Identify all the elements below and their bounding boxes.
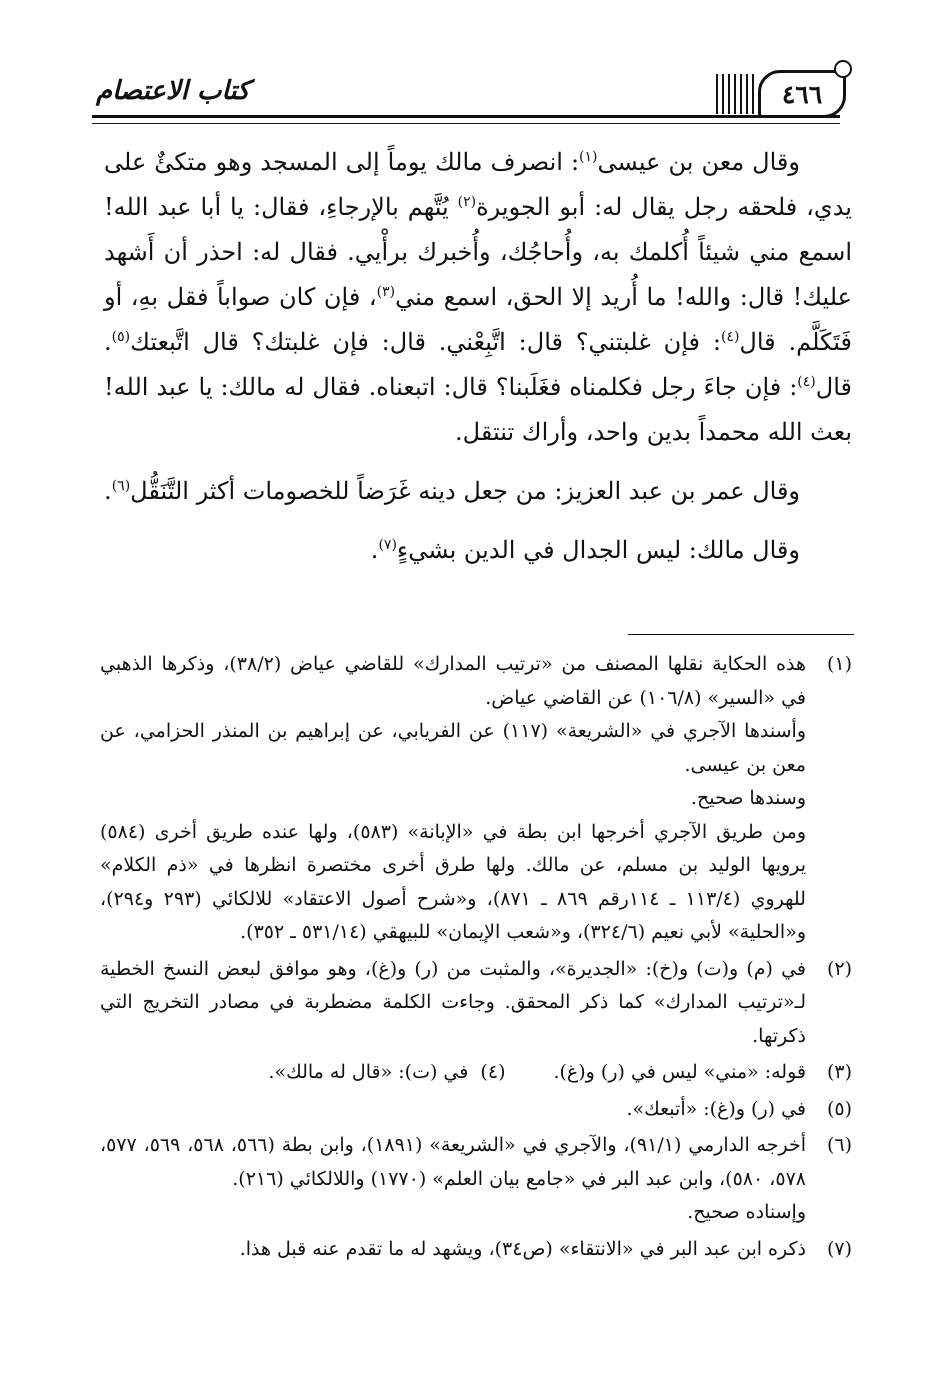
ornament-circle-icon: [834, 60, 852, 78]
paragraph-1-text-d: : فإن غلبتني؟ قال: اتَّبِعْني. قال: فإن غلبتك؟ قال اتَّبعتك: [130, 328, 721, 356]
footnote-ref: (٦): [111, 478, 131, 494]
header-rule-thin: [92, 123, 840, 124]
header-ornament-bars: [716, 74, 760, 114]
footnote-line: ومن طريق الآجري أخرجها ابن بطة في «الإبانة» (٥٨٣)، ولها عنده طريق أخرى (٥٨٤) يرويها الوليد بن مسلم، عن مالك. ولها طرق أخرى مختصرة انظرها في «ذم الكلام» للهروي (١١٣/٤ ـ ١١٤رقم ٨٦٩ ـ ٨٧١)، و«شرح أصول الاعتقاد» للالكائي (٢٩٣ و٢٩٤)، و«الحلية» لأبي نعيم (٣٢٤/٦)، و«شعب الإيمان» للبيهقي (٥٣١/١٤ ـ ٣٥٢).: [100, 820, 806, 943]
paragraph-3-text: وقال مالك: ليس الجدال في الدين بشيءٍ: [396, 536, 800, 564]
footnote-5: [100, 1093, 852, 1127]
footnote-1: [100, 648, 852, 950]
footnote-line: في (ت): «قال له مالك».: [268, 1061, 469, 1083]
footnote-line: أخرجه الدارمي (٩١/١)، والآجري في «الشريعة» (١٨٩١)، وابن بطة (٥٦٦، ٥٦٨، ٥٦٩، ٥٧٧، ٥٧٨، ٥٨٠)، وابن عبد البر في «جامع بيان العلم» (١٧٧٠) واللالكائي (٢١٦).: [100, 1134, 806, 1190]
footnote-line: وإسناده صحيح.: [687, 1201, 806, 1223]
footnote-line: هذه الحكاية نقلها المصنف من «ترتيب المدارك» للقاضي عياض (٣٨/٢)، وذكرها الذهبي في «السير» (١٠٦/٨) عن القاضي عياض.: [100, 653, 806, 709]
footnote-number: (٢): [826, 957, 852, 980]
footnote-line: وأسندها الآجري في «الشريعة» (١١٧) عن الفريابي، عن إبراهيم بن المنذر الحزامي، عن معن بن عيسى.: [100, 720, 807, 776]
footnote-6: [100, 1129, 852, 1230]
footnote-7: [100, 1233, 852, 1267]
paragraph-3-end: .: [370, 536, 379, 564]
footnote-divider: [628, 634, 854, 635]
paragraph-2-end: .: [104, 477, 112, 505]
header-rule: [92, 115, 840, 118]
footnote-ref: (٢): [457, 194, 477, 210]
footnote-2: [100, 953, 852, 1054]
paragraph-3: [104, 528, 852, 573]
paragraph-1-text: وقال معن بن عيسى: [597, 148, 800, 176]
footnote-line: في (م) و(ت) و(خ): «الجديرة»، والمثبت من (ر) و(غ)، وهو موافق لبعض النسخ الخطية لـ«ترتيب المدارك» كما ذكر المحقق. وجاءت الكلمة مضطربة في مصادر التخريج التي ذكرتها.: [100, 957, 806, 1047]
running-title: كتاب الاعتصام: [96, 76, 250, 106]
page-header: [92, 68, 840, 118]
paragraph-2: [104, 469, 852, 514]
footnote-ref: (٤): [797, 374, 816, 390]
footnote-ref: (٤): [720, 329, 740, 345]
page-number: [758, 70, 846, 118]
footnote-line: قوله: «مني» ليس في (ر) و(غ).: [553, 1061, 806, 1083]
footnote-ref: (١): [579, 149, 598, 165]
footnote-line: وسندها صحيح.: [690, 787, 806, 809]
footnote-3: [100, 1056, 852, 1090]
footnote-ref: (٧): [378, 537, 397, 553]
paragraph-1-text-e: . قال: [104, 328, 852, 401]
footnote-inline-row: [100, 1056, 806, 1090]
paragraph-1-text-b: يُتَّهم بالإرجاءِ، فقال: يا أبا عبد الله! اسمع مني شيئاً أُكلمك به، وأُحاجُك، وأُخبرك برأْيي. فقال له: احذر أن أَشهد عليك! قال: والله! ما أُريد إلا الحق، اسمع مني: [104, 193, 852, 311]
footnote-number: (٥): [826, 1097, 852, 1120]
footnote-4: [268, 1056, 505, 1090]
footnote-number: (٧): [826, 1237, 852, 1260]
main-text: [104, 140, 852, 573]
footnotes: [100, 648, 852, 1269]
footnote-number: (٦): [826, 1134, 852, 1156]
paragraph-1-text-a: : انصرف مالك يوماً إلى المسجد وهو متكئٌ على يدي، فلحقه رجل يقال له: أبو الجويرة: [104, 148, 852, 221]
page-number-text: ٤٦٦: [781, 79, 823, 109]
footnote-number: (١): [826, 653, 852, 675]
footnote-line: ذكره ابن عبد البر في «الانتقاء» (ص٣٤)، ويشهد له ما تقدم عنه قبل هذا.: [239, 1237, 806, 1260]
footnote-ref: (٥): [111, 329, 131, 345]
paragraph-1-text-c: ، فإن كان صواباً فقل بهِ، أو فَتَكَلَّم. قال: [104, 283, 852, 356]
footnote-number: (٣): [826, 1061, 852, 1083]
footnote-number: (٤): [480, 1061, 506, 1083]
paragraph-1: [104, 140, 852, 455]
footnote-line: في (ر) و(غ): «أتبعك».: [626, 1097, 806, 1120]
paragraph-2-text: وقال عمر بن عبد العزيز: من جعل دينه غَرَضاً للخصومات أكثر التَّنَقُّل: [130, 477, 800, 505]
footnote-ref: (٣): [376, 284, 396, 300]
paragraph-1-text-f: : فإن جاءَ رجل فكلمناه فغَلَبنا؟ قال: اتبعناه. فقال له مالك: يا عبد الله! بعث الله محمداً بدين واحد، وأراك تنتقل.: [104, 373, 852, 446]
